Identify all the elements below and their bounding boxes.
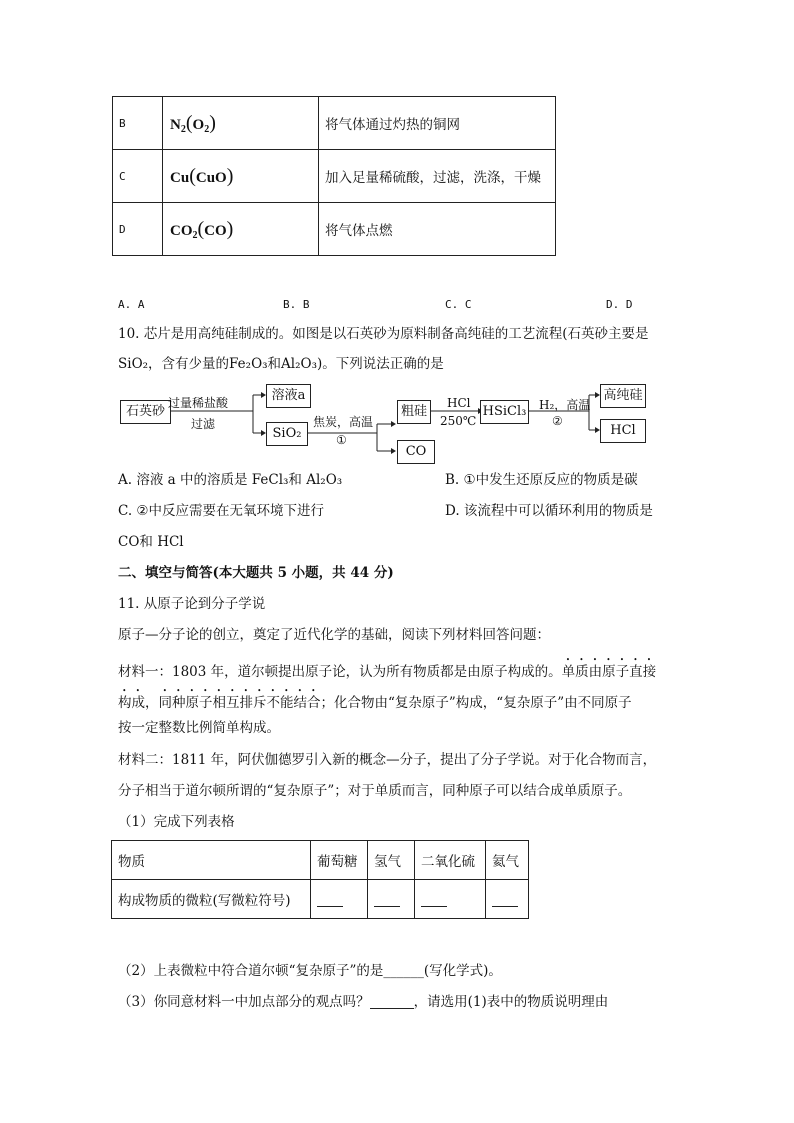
option-letter: B (113, 97, 163, 150)
option-letter: D (113, 203, 163, 256)
q10-choice-a: A. 溶液 a 中的溶质是 FeCl₃和 Al₂O₃ (118, 472, 343, 488)
box-solution-a: 溶液a (266, 384, 311, 408)
box-pure-silicon: 高纯硅 (600, 384, 646, 408)
material1-line3: 按一定整数比例简单构成。 (118, 720, 280, 736)
section-title: 二、填空与简答(本大题共 5 小题，共 44 分) (118, 565, 394, 581)
q10-stem-line1: 10. 芯片是用高纯硅制成的。如图是以石英砂为原料制备高纯硅的工艺流程(石英砂主要是 (118, 326, 649, 342)
box-hsicl3: HSiCl₃ (480, 400, 529, 424)
method: 将气体通过灼热的铜网 (319, 97, 556, 150)
table-row (113, 203, 556, 256)
label-coke-high-temp: 焦炭，高温 (313, 415, 374, 429)
material2-line2: 分子相当于道尔顿所谓的“复杂原子”；对于单质而言，同种原子可以结合成单质原子。 (118, 783, 632, 799)
row-label: 构成物质的微粒(写微粒符号) (112, 880, 311, 919)
table-row (112, 841, 529, 880)
method: 将气体点燃 (319, 203, 556, 256)
q10-choice-d: D. 该流程中可以循环利用的物质是 (445, 503, 653, 519)
table-header: 葡萄糖 (311, 841, 368, 880)
material1-line2: 构成，同种原子相互排斥不能结合；化合物由“复杂原子”构成，“复杂原子”由不同原子 (118, 695, 632, 711)
substance: $N_2(O_2)$ (163, 97, 319, 150)
sub-question-2: （2）上表微粒中符合道尔顿“复杂原子”的是______(写化学式)。 (118, 963, 502, 979)
substance: Cu(CuO) (163, 150, 319, 203)
table-header: 物质 (112, 841, 311, 880)
q11-title: 11. 从原子论到分子学说 (118, 596, 266, 612)
choice-d: D. D (606, 298, 633, 311)
box-crude-silicon: 粗硅 (397, 400, 431, 424)
label-hcl: HCl (447, 396, 471, 410)
label-h2-high-temp: H₂，高温 (539, 398, 591, 412)
option-letter: C (113, 150, 163, 203)
label-250c: 250℃ (440, 414, 477, 428)
label-filter: 过滤 (191, 417, 216, 431)
q10-choice-d-cont: CO和 HCl (118, 534, 184, 550)
q10-choice-b: B. ①中发生还原反应的物质是碳 (445, 472, 638, 488)
box-hcl: HCl (600, 419, 646, 443)
answer-blank[interactable] (370, 994, 414, 1009)
label-step2: ② (552, 414, 563, 428)
q11-intro: 原子—分子论的创立，奠定了近代化学的基础，阅读下列材料回答问题： (118, 627, 550, 643)
particle-table (111, 840, 529, 919)
answer-blank[interactable] (368, 880, 415, 919)
label-excess-hcl: 过量稀盐酸 (168, 396, 229, 410)
answer-blank[interactable] (486, 880, 529, 919)
substance: $CO_2(CO)$ (163, 203, 319, 256)
options-table (112, 96, 556, 256)
table-row (113, 150, 556, 203)
box-quartz-sand: 石英砂 (120, 400, 171, 424)
table-header: 氢气 (368, 841, 415, 880)
answer-blank[interactable] (415, 880, 486, 919)
choice-c: C. C (445, 298, 472, 311)
box-co: CO (397, 440, 435, 464)
label-step1: ① (336, 433, 347, 447)
answer-blank[interactable] (311, 880, 368, 919)
q10-choice-c: C. ②中反应需要在无氧环境下进行 (118, 503, 325, 519)
box-sio2: SiO₂ (266, 422, 308, 446)
table-row (113, 97, 556, 150)
q10-stem-line2: SiO₂，含有少量的Fe₂O₃和Al₂O₃)。下列说法正确的是 (118, 356, 444, 372)
table-header: 氦气 (486, 841, 529, 880)
choice-a: A. A (118, 298, 145, 311)
choice-b: B. B (283, 298, 310, 311)
method: 加入足量稀硫酸，过滤，洗涤，干燥 (319, 150, 556, 203)
table-row (112, 880, 529, 919)
sub-question-1: （1）完成下列表格 (118, 814, 235, 830)
material2-line1: 材料二：1811 年，阿伏伽德罗引入新的概念—分子，提出了分子学说。对于化合物而言， (118, 752, 657, 768)
material1-line1: 材料一：1803 年，道尔顿提出原子论，认为所有物质都是由原子构成的。单质由原子直接 (118, 664, 657, 680)
table-header: 二氧化硫 (415, 841, 486, 880)
sub-question-3: （3）你同意材料一中加点部分的观点吗？ ，请选用(1)表中的物质说明理由 (118, 994, 609, 1010)
